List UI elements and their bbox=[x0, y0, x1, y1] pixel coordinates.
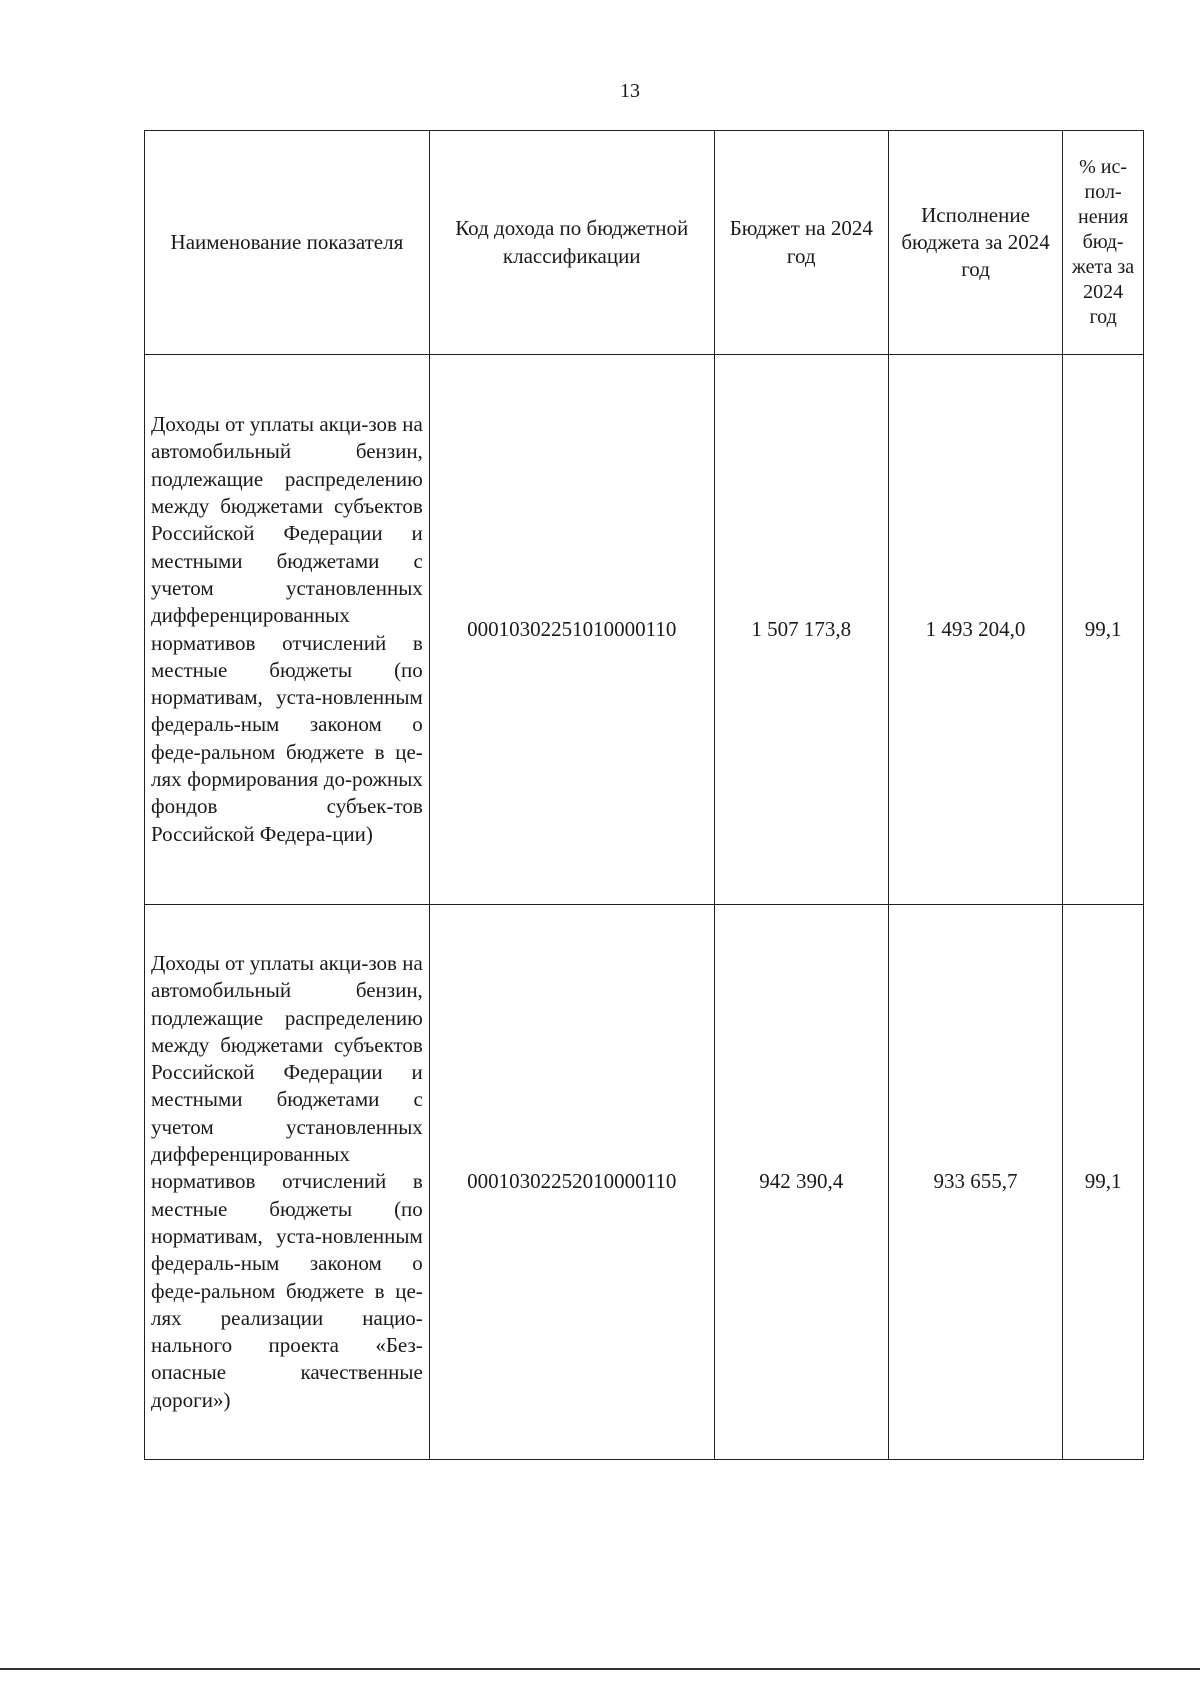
table-header-row bbox=[145, 131, 1144, 355]
row-budget: 1 507 173,8 bbox=[714, 355, 888, 905]
row-code: 00010302252010000110 bbox=[429, 905, 714, 1460]
header-execution: Исполнение бюджета за 2024 год bbox=[888, 131, 1062, 355]
table-row bbox=[145, 905, 1144, 1460]
header-name: Наименование показателя bbox=[145, 131, 430, 355]
row-execution: 1 493 204,0 bbox=[888, 355, 1062, 905]
row-percent: 99,1 bbox=[1063, 905, 1144, 1460]
header-budget: Бюджет на 2024 год bbox=[714, 131, 888, 355]
page-number: 13 bbox=[620, 80, 640, 102]
budget-table bbox=[144, 130, 1144, 1460]
table-row bbox=[145, 355, 1144, 905]
header-code: Код дохода по бюджетной классификации bbox=[429, 131, 714, 355]
row-budget: 942 390,4 bbox=[714, 905, 888, 1460]
footer-rule bbox=[0, 1668, 1200, 1670]
row-execution: 933 655,7 bbox=[888, 905, 1062, 1460]
row-code: 00010302251010000110 bbox=[429, 355, 714, 905]
row-percent: 99,1 bbox=[1063, 355, 1144, 905]
row-name: Доходы от уплаты акци-зов на автомобильный бензин, подлежащие распределению между бюджетами субъектов Российской Федерации и местными бюджетами с учетом установленных дифференцированных нормативов отчислений в местные бюджеты (по нормативам, уста-новленным федераль-ным законом о феде-ральном бюджете в це-лях реализации нацио-нального проекта «Без-опасные качественные дороги») bbox=[145, 905, 430, 1460]
header-percent: % ис-пол-нения бюд-жета за 2024 год bbox=[1063, 131, 1144, 355]
row-name: Доходы от уплаты акци-зов на автомобильный бензин, подлежащие распределению между бюджетами субъектов Российской Федерации и местными бюджетами с учетом установленных дифференцированных нормативов отчислений в местные бюджеты (по нормативам, уста-новленным федераль-ным законом о феде-ральном бюджете в це-лях формирования до-рожных фондов субъек-тов Российской Федера-ции) bbox=[145, 355, 430, 905]
